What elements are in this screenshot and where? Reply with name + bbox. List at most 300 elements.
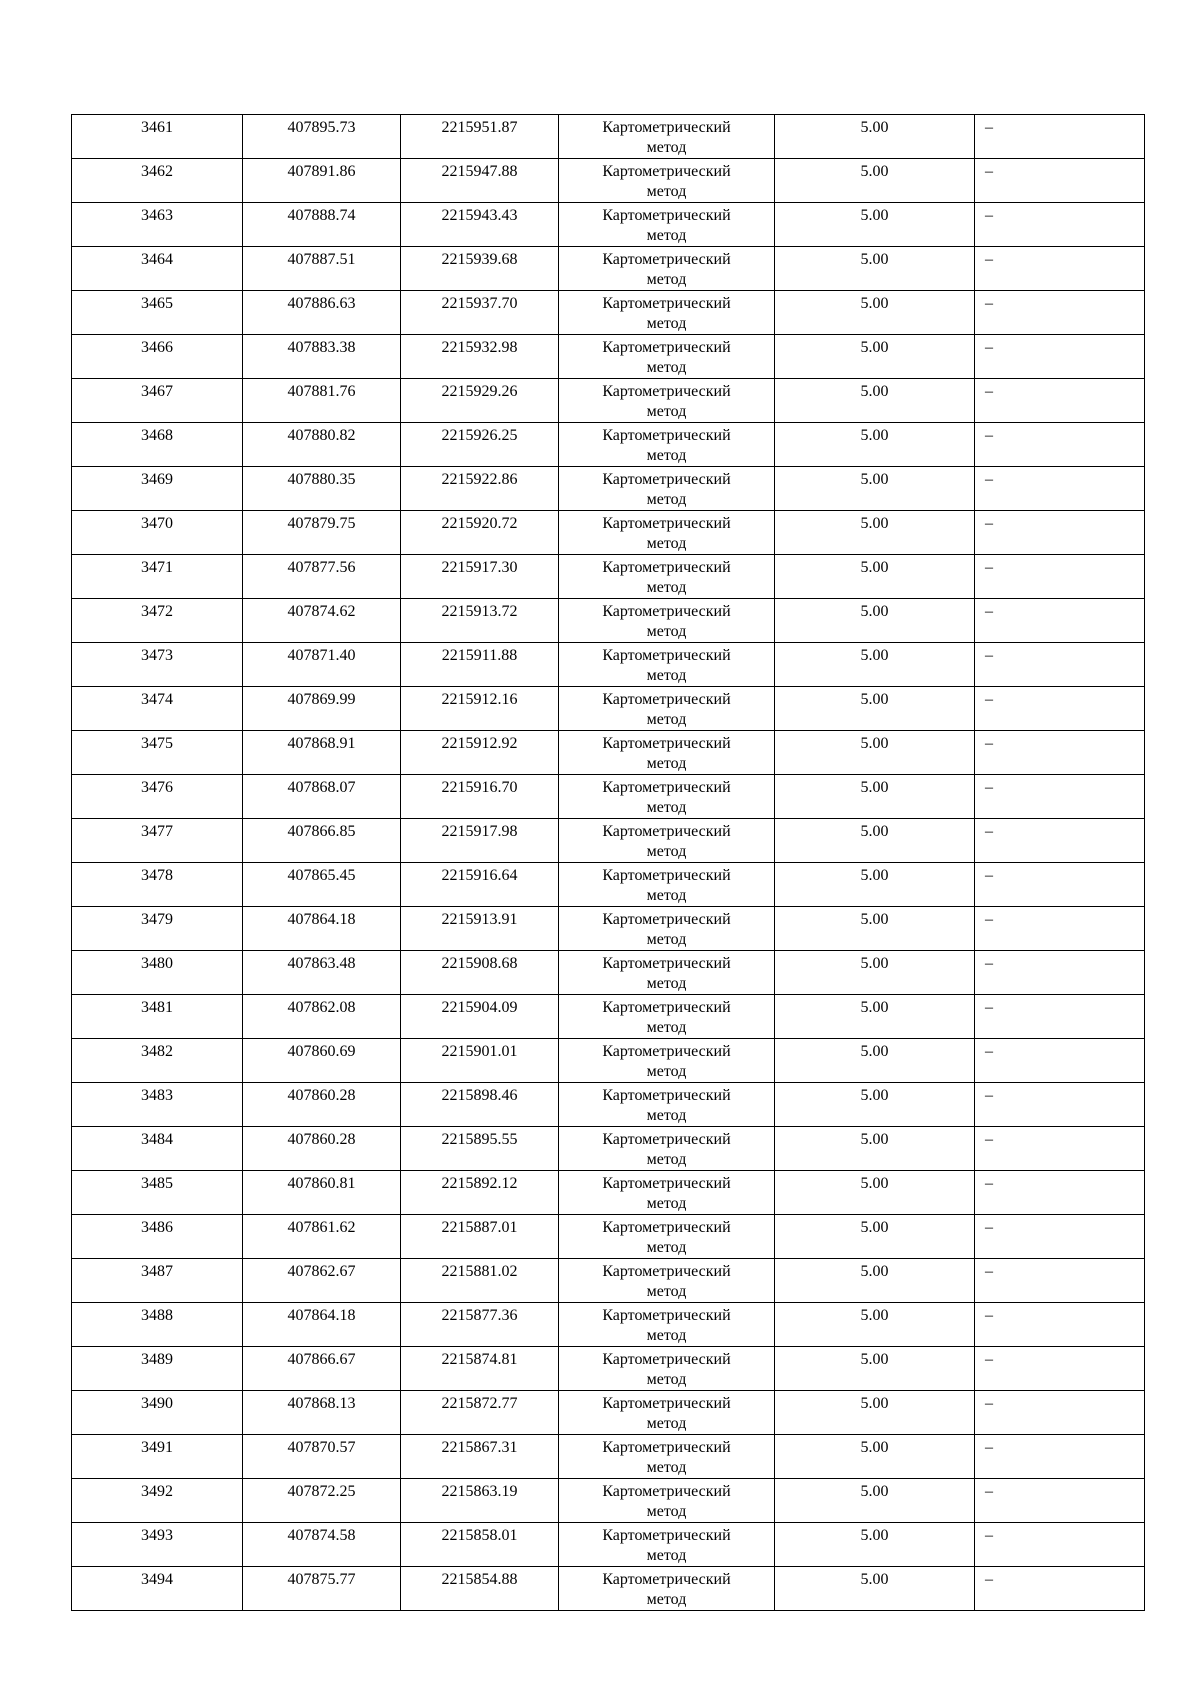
accuracy-cell: 5.00 [775, 555, 975, 599]
point-number-cell: 3466 [72, 335, 243, 379]
y-coordinate-cell: 2215913.72 [401, 599, 559, 643]
description-cell: – [975, 555, 1145, 599]
table-row [72, 467, 1145, 511]
accuracy-cell: 5.00 [775, 995, 975, 1039]
table-row [72, 203, 1145, 247]
method-line-1: Картометрический [602, 1571, 731, 1588]
table-row [72, 1083, 1145, 1127]
method-line-1: Картометрический [602, 1395, 731, 1412]
method-line-2: метод [646, 1547, 687, 1564]
method-cell [559, 687, 775, 731]
table-row [72, 1303, 1145, 1347]
method-line-1: Картометрический [602, 339, 731, 356]
x-coordinate-cell: 407874.62 [243, 599, 401, 643]
x-coordinate-cell: 407895.73 [243, 115, 401, 159]
description-cell: – [975, 203, 1145, 247]
method-line-1: Картометрический [602, 559, 731, 576]
table-row [72, 1567, 1145, 1611]
point-number-cell: 3490 [72, 1391, 243, 1435]
x-coordinate-cell: 407868.07 [243, 775, 401, 819]
method-line-1: Картометрический [602, 1175, 731, 1192]
method-cell [559, 423, 775, 467]
method-line-2: метод [646, 1415, 687, 1432]
y-coordinate-cell: 2215854.88 [401, 1567, 559, 1611]
accuracy-cell: 5.00 [775, 335, 975, 379]
method-line-1: Картометрический [602, 603, 731, 620]
description-cell: – [975, 115, 1145, 159]
x-coordinate-cell: 407860.28 [243, 1083, 401, 1127]
accuracy-cell: 5.00 [775, 1171, 975, 1215]
method-line-1: Картометрический [602, 955, 731, 972]
method-cell [559, 291, 775, 335]
table-row [72, 819, 1145, 863]
table-row [72, 643, 1145, 687]
description-cell: – [975, 247, 1145, 291]
table-row [72, 863, 1145, 907]
point-number-cell: 3469 [72, 467, 243, 511]
method-line-2: метод [646, 623, 687, 640]
point-number-cell: 3472 [72, 599, 243, 643]
description-cell: – [975, 599, 1145, 643]
description-cell: – [975, 379, 1145, 423]
point-number-cell: 3491 [72, 1435, 243, 1479]
method-line-1: Картометрический [602, 471, 731, 488]
point-number-cell: 3470 [72, 511, 243, 555]
description-cell: – [975, 1567, 1145, 1611]
description-cell: – [975, 863, 1145, 907]
table-row [72, 1523, 1145, 1567]
accuracy-cell: 5.00 [775, 731, 975, 775]
x-coordinate-cell: 407880.35 [243, 467, 401, 511]
point-number-cell: 3473 [72, 643, 243, 687]
accuracy-cell: 5.00 [775, 687, 975, 731]
method-line-2: метод [646, 359, 687, 376]
description-cell: – [975, 687, 1145, 731]
y-coordinate-cell: 2215947.88 [401, 159, 559, 203]
accuracy-cell: 5.00 [775, 1391, 975, 1435]
method-cell [559, 555, 775, 599]
description-cell: – [975, 951, 1145, 995]
point-number-cell: 3477 [72, 819, 243, 863]
point-number-cell: 3493 [72, 1523, 243, 1567]
description-cell: – [975, 907, 1145, 951]
x-coordinate-cell: 407870.57 [243, 1435, 401, 1479]
method-line-2: метод [646, 183, 687, 200]
x-coordinate-cell: 407886.63 [243, 291, 401, 335]
point-number-cell: 3462 [72, 159, 243, 203]
method-cell [559, 775, 775, 819]
method-line-2: метод [646, 1063, 687, 1080]
method-line-1: Картометрический [602, 867, 731, 884]
method-cell [559, 731, 775, 775]
accuracy-cell: 5.00 [775, 863, 975, 907]
x-coordinate-cell: 407883.38 [243, 335, 401, 379]
point-number-cell: 3488 [72, 1303, 243, 1347]
method-cell [559, 599, 775, 643]
method-cell [559, 1303, 775, 1347]
accuracy-cell: 5.00 [775, 379, 975, 423]
method-line-2: метод [646, 1459, 687, 1476]
method-cell [559, 1083, 775, 1127]
point-number-cell: 3479 [72, 907, 243, 951]
y-coordinate-cell: 2215895.55 [401, 1127, 559, 1171]
description-cell: – [975, 1303, 1145, 1347]
y-coordinate-cell: 2215867.31 [401, 1435, 559, 1479]
y-coordinate-cell: 2215858.01 [401, 1523, 559, 1567]
table-row [72, 555, 1145, 599]
description-cell: – [975, 1523, 1145, 1567]
accuracy-cell: 5.00 [775, 511, 975, 555]
method-line-1: Картометрический [602, 1483, 731, 1500]
y-coordinate-cell: 2215922.86 [401, 467, 559, 511]
x-coordinate-cell: 407891.86 [243, 159, 401, 203]
point-number-cell: 3474 [72, 687, 243, 731]
table-row [72, 1127, 1145, 1171]
table-row [72, 159, 1145, 203]
description-cell: – [975, 1083, 1145, 1127]
accuracy-cell: 5.00 [775, 907, 975, 951]
method-line-1: Картометрический [602, 427, 731, 444]
method-cell [559, 1347, 775, 1391]
y-coordinate-cell: 2215937.70 [401, 291, 559, 335]
point-number-cell: 3492 [72, 1479, 243, 1523]
method-line-1: Картометрический [602, 1439, 731, 1456]
method-line-1: Картометрический [602, 515, 731, 532]
method-line-2: метод [646, 1283, 687, 1300]
y-coordinate-cell: 2215881.02 [401, 1259, 559, 1303]
point-number-cell: 3467 [72, 379, 243, 423]
accuracy-cell: 5.00 [775, 1127, 975, 1171]
method-cell [559, 863, 775, 907]
accuracy-cell: 5.00 [775, 1435, 975, 1479]
point-number-cell: 3483 [72, 1083, 243, 1127]
method-cell [559, 379, 775, 423]
table-row [72, 1347, 1145, 1391]
method-cell [559, 1567, 775, 1611]
x-coordinate-cell: 407860.28 [243, 1127, 401, 1171]
accuracy-cell: 5.00 [775, 1479, 975, 1523]
method-line-2: метод [646, 755, 687, 772]
accuracy-cell: 5.00 [775, 1303, 975, 1347]
accuracy-cell: 5.00 [775, 247, 975, 291]
point-number-cell: 3476 [72, 775, 243, 819]
x-coordinate-cell: 407862.08 [243, 995, 401, 1039]
method-cell [559, 247, 775, 291]
method-line-2: метод [646, 447, 687, 464]
accuracy-cell: 5.00 [775, 599, 975, 643]
y-coordinate-cell: 2215874.81 [401, 1347, 559, 1391]
point-number-cell: 3486 [72, 1215, 243, 1259]
accuracy-cell: 5.00 [775, 1083, 975, 1127]
method-line-1: Картометрический [602, 1087, 731, 1104]
method-line-1: Картометрический [602, 1219, 731, 1236]
description-cell: – [975, 423, 1145, 467]
y-coordinate-cell: 2215926.25 [401, 423, 559, 467]
method-cell [559, 335, 775, 379]
y-coordinate-cell: 2215920.72 [401, 511, 559, 555]
method-cell [559, 203, 775, 247]
x-coordinate-cell: 407874.58 [243, 1523, 401, 1567]
table-row [72, 115, 1145, 159]
method-line-2: метод [646, 271, 687, 288]
description-cell: – [975, 643, 1145, 687]
description-cell: – [975, 1215, 1145, 1259]
description-cell: – [975, 1347, 1145, 1391]
y-coordinate-cell: 2215892.12 [401, 1171, 559, 1215]
point-number-cell: 3465 [72, 291, 243, 335]
y-coordinate-cell: 2215917.98 [401, 819, 559, 863]
method-line-1: Картометрический [602, 999, 731, 1016]
description-cell: – [975, 511, 1145, 555]
y-coordinate-cell: 2215912.92 [401, 731, 559, 775]
point-number-cell: 3464 [72, 247, 243, 291]
method-line-1: Картометрический [602, 1527, 731, 1544]
y-coordinate-cell: 2215912.16 [401, 687, 559, 731]
x-coordinate-cell: 407880.82 [243, 423, 401, 467]
table-body [72, 115, 1145, 1611]
method-line-1: Картометрический [602, 647, 731, 664]
accuracy-cell: 5.00 [775, 775, 975, 819]
method-cell [559, 1215, 775, 1259]
point-number-cell: 3481 [72, 995, 243, 1039]
x-coordinate-cell: 407861.62 [243, 1215, 401, 1259]
description-cell: – [975, 775, 1145, 819]
accuracy-cell: 5.00 [775, 467, 975, 511]
accuracy-cell: 5.00 [775, 159, 975, 203]
table-row [72, 1391, 1145, 1435]
point-number-cell: 3478 [72, 863, 243, 907]
point-number-cell: 3463 [72, 203, 243, 247]
table-row [72, 1215, 1145, 1259]
table-row [72, 1259, 1145, 1303]
method-cell [559, 511, 775, 555]
x-coordinate-cell: 407875.77 [243, 1567, 401, 1611]
table-row [72, 687, 1145, 731]
method-line-1: Картометрический [602, 251, 731, 268]
table-row [72, 907, 1145, 951]
method-line-2: метод [646, 535, 687, 552]
accuracy-cell: 5.00 [775, 423, 975, 467]
accuracy-cell: 5.00 [775, 1259, 975, 1303]
point-number-cell: 3475 [72, 731, 243, 775]
x-coordinate-cell: 407877.56 [243, 555, 401, 599]
method-line-1: Картометрический [602, 1351, 731, 1368]
method-line-2: метод [646, 403, 687, 420]
x-coordinate-cell: 407868.91 [243, 731, 401, 775]
x-coordinate-cell: 407871.40 [243, 643, 401, 687]
method-line-2: метод [646, 1239, 687, 1256]
point-number-cell: 3482 [72, 1039, 243, 1083]
description-cell: – [975, 1435, 1145, 1479]
table-row [72, 511, 1145, 555]
point-number-cell: 3471 [72, 555, 243, 599]
x-coordinate-cell: 407860.81 [243, 1171, 401, 1215]
method-cell [559, 907, 775, 951]
x-coordinate-cell: 407869.99 [243, 687, 401, 731]
method-line-1: Картометрический [602, 823, 731, 840]
y-coordinate-cell: 2215877.36 [401, 1303, 559, 1347]
method-cell [559, 1523, 775, 1567]
y-coordinate-cell: 2215916.70 [401, 775, 559, 819]
description-cell: – [975, 819, 1145, 863]
point-number-cell: 3485 [72, 1171, 243, 1215]
method-line-2: метод [646, 975, 687, 992]
x-coordinate-cell: 407866.85 [243, 819, 401, 863]
table-row [72, 1171, 1145, 1215]
point-number-cell: 3494 [72, 1567, 243, 1611]
method-cell [559, 467, 775, 511]
y-coordinate-cell: 2215929.26 [401, 379, 559, 423]
coordinates-table [71, 114, 1145, 1611]
method-line-1: Картометрический [602, 1043, 731, 1060]
method-line-1: Картометрический [602, 207, 731, 224]
x-coordinate-cell: 407864.18 [243, 1303, 401, 1347]
method-cell [559, 1259, 775, 1303]
description-cell: – [975, 1171, 1145, 1215]
method-line-2: метод [646, 799, 687, 816]
y-coordinate-cell: 2215872.77 [401, 1391, 559, 1435]
method-line-2: метод [646, 1503, 687, 1520]
method-line-2: метод [646, 843, 687, 860]
y-coordinate-cell: 2215943.43 [401, 203, 559, 247]
accuracy-cell: 5.00 [775, 951, 975, 995]
point-number-cell: 3468 [72, 423, 243, 467]
x-coordinate-cell: 407887.51 [243, 247, 401, 291]
x-coordinate-cell: 407872.25 [243, 1479, 401, 1523]
y-coordinate-cell: 2215911.88 [401, 643, 559, 687]
method-cell [559, 1039, 775, 1083]
description-cell: – [975, 1127, 1145, 1171]
description-cell: – [975, 159, 1145, 203]
point-number-cell: 3480 [72, 951, 243, 995]
method-line-1: Картометрический [602, 163, 731, 180]
description-cell: – [975, 335, 1145, 379]
description-cell: – [975, 1039, 1145, 1083]
accuracy-cell: 5.00 [775, 115, 975, 159]
method-line-2: метод [646, 1195, 687, 1212]
method-line-1: Картометрический [602, 779, 731, 796]
method-line-1: Картометрический [602, 295, 731, 312]
method-line-2: метод [646, 1151, 687, 1168]
method-line-2: метод [646, 931, 687, 948]
accuracy-cell: 5.00 [775, 1215, 975, 1259]
accuracy-cell: 5.00 [775, 1347, 975, 1391]
y-coordinate-cell: 2215904.09 [401, 995, 559, 1039]
y-coordinate-cell: 2215917.30 [401, 555, 559, 599]
method-line-1: Картометрический [602, 119, 731, 136]
y-coordinate-cell: 2215916.64 [401, 863, 559, 907]
x-coordinate-cell: 407862.67 [243, 1259, 401, 1303]
description-cell: – [975, 1259, 1145, 1303]
method-line-2: метод [646, 579, 687, 596]
x-coordinate-cell: 407879.75 [243, 511, 401, 555]
x-coordinate-cell: 407865.45 [243, 863, 401, 907]
method-line-2: метод [646, 139, 687, 156]
description-cell: – [975, 291, 1145, 335]
table-row [72, 1039, 1145, 1083]
table-row [72, 731, 1145, 775]
x-coordinate-cell: 407888.74 [243, 203, 401, 247]
method-line-2: метод [646, 491, 687, 508]
method-line-2: метод [646, 711, 687, 728]
table-row [72, 1479, 1145, 1523]
method-cell [559, 159, 775, 203]
accuracy-cell: 5.00 [775, 203, 975, 247]
method-line-2: метод [646, 887, 687, 904]
method-line-2: метод [646, 315, 687, 332]
x-coordinate-cell: 407863.48 [243, 951, 401, 995]
y-coordinate-cell: 2215901.01 [401, 1039, 559, 1083]
method-cell [559, 1391, 775, 1435]
method-line-2: метод [646, 227, 687, 244]
accuracy-cell: 5.00 [775, 1523, 975, 1567]
method-cell [559, 819, 775, 863]
description-cell: – [975, 467, 1145, 511]
table-row [72, 379, 1145, 423]
y-coordinate-cell: 2215908.68 [401, 951, 559, 995]
point-number-cell: 3489 [72, 1347, 243, 1391]
method-line-1: Картометрический [602, 911, 731, 928]
method-line-1: Картометрический [602, 735, 731, 752]
accuracy-cell: 5.00 [775, 1567, 975, 1611]
method-line-2: метод [646, 1107, 687, 1124]
method-cell [559, 1127, 775, 1171]
method-line-1: Картометрический [602, 1263, 731, 1280]
y-coordinate-cell: 2215898.46 [401, 1083, 559, 1127]
x-coordinate-cell: 407881.76 [243, 379, 401, 423]
method-line-2: метод [646, 667, 687, 684]
method-cell [559, 951, 775, 995]
description-cell: – [975, 1479, 1145, 1523]
y-coordinate-cell: 2215887.01 [401, 1215, 559, 1259]
method-cell [559, 1479, 775, 1523]
point-number-cell: 3484 [72, 1127, 243, 1171]
description-cell: – [975, 1391, 1145, 1435]
method-cell [559, 643, 775, 687]
accuracy-cell: 5.00 [775, 1039, 975, 1083]
y-coordinate-cell: 2215932.98 [401, 335, 559, 379]
accuracy-cell: 5.00 [775, 819, 975, 863]
table-row [72, 1435, 1145, 1479]
accuracy-cell: 5.00 [775, 643, 975, 687]
x-coordinate-cell: 407860.69 [243, 1039, 401, 1083]
accuracy-cell: 5.00 [775, 291, 975, 335]
x-coordinate-cell: 407864.18 [243, 907, 401, 951]
table-row [72, 775, 1145, 819]
point-number-cell: 3461 [72, 115, 243, 159]
table-row [72, 423, 1145, 467]
table-row [72, 247, 1145, 291]
method-line-1: Картометрический [602, 1307, 731, 1324]
table-row [72, 951, 1145, 995]
method-cell [559, 995, 775, 1039]
table-row [72, 335, 1145, 379]
y-coordinate-cell: 2215951.87 [401, 115, 559, 159]
point-number-cell: 3487 [72, 1259, 243, 1303]
method-cell [559, 1171, 775, 1215]
x-coordinate-cell: 407868.13 [243, 1391, 401, 1435]
y-coordinate-cell: 2215863.19 [401, 1479, 559, 1523]
description-cell: – [975, 995, 1145, 1039]
description-cell: – [975, 731, 1145, 775]
method-line-2: метод [646, 1591, 687, 1608]
y-coordinate-cell: 2215939.68 [401, 247, 559, 291]
method-line-2: метод [646, 1371, 687, 1388]
table-row [72, 291, 1145, 335]
method-line-2: метод [646, 1327, 687, 1344]
method-line-2: метод [646, 1019, 687, 1036]
table-row [72, 995, 1145, 1039]
